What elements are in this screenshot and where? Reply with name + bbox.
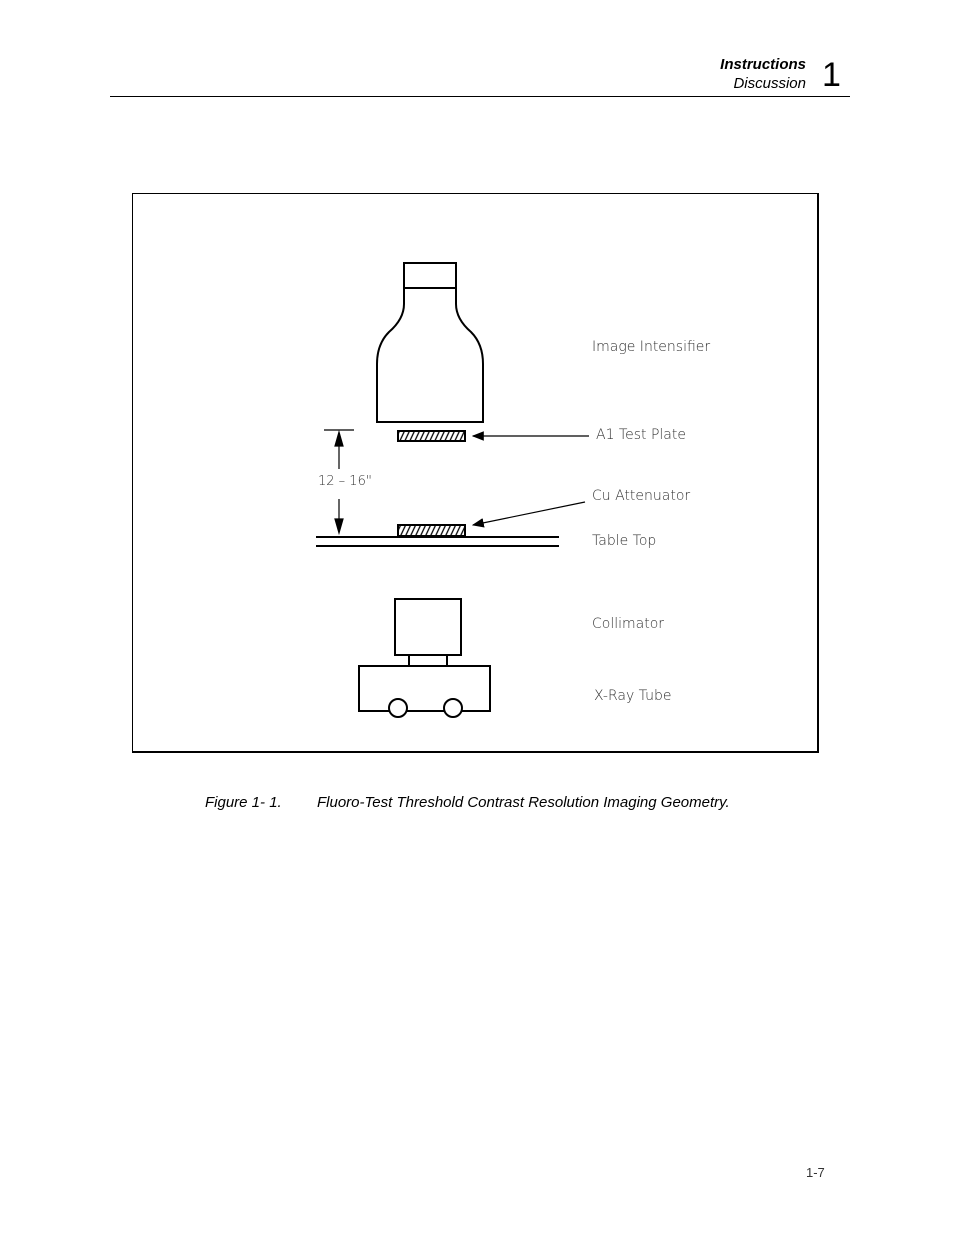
- imaging-geometry-diagram: [133, 194, 820, 754]
- cu-attenuator-shape: [398, 525, 465, 536]
- label-image-intensifier: Image Intensifier: [592, 339, 711, 355]
- label-distance: 12 – 16": [318, 474, 372, 489]
- figure-caption-text: Fluoro-Test Threshold Contrast Resolution Imaging Geometry.: [317, 794, 730, 811]
- header-subtitle: Discussion: [733, 75, 806, 92]
- label-table-top: Table Top: [592, 533, 657, 549]
- collimator-neck-shape: [409, 655, 447, 666]
- label-a1-test-plate: A1 Test Plate: [596, 427, 686, 443]
- page-number: 1-7: [806, 1165, 825, 1180]
- cu-attenuator-pointer: [473, 502, 585, 525]
- label-collimator: Collimator: [592, 616, 665, 632]
- header-title: Instructions: [720, 56, 806, 73]
- chapter-number: 1: [822, 56, 841, 94]
- image-intensifier-shape: [377, 263, 483, 422]
- a1-test-plate-shape: [398, 431, 465, 441]
- figure-frame: [132, 193, 819, 753]
- header-rule: [110, 96, 850, 97]
- label-cu-attenuator: Cu Attenuator: [592, 488, 691, 504]
- xray-tube-shape: [359, 666, 490, 717]
- collimator-shape: [395, 599, 461, 655]
- figure-caption-number: Figure 1- 1.: [205, 794, 282, 811]
- label-xray-tube: X-Ray Tube: [594, 688, 672, 704]
- table-top-shape: [316, 537, 559, 546]
